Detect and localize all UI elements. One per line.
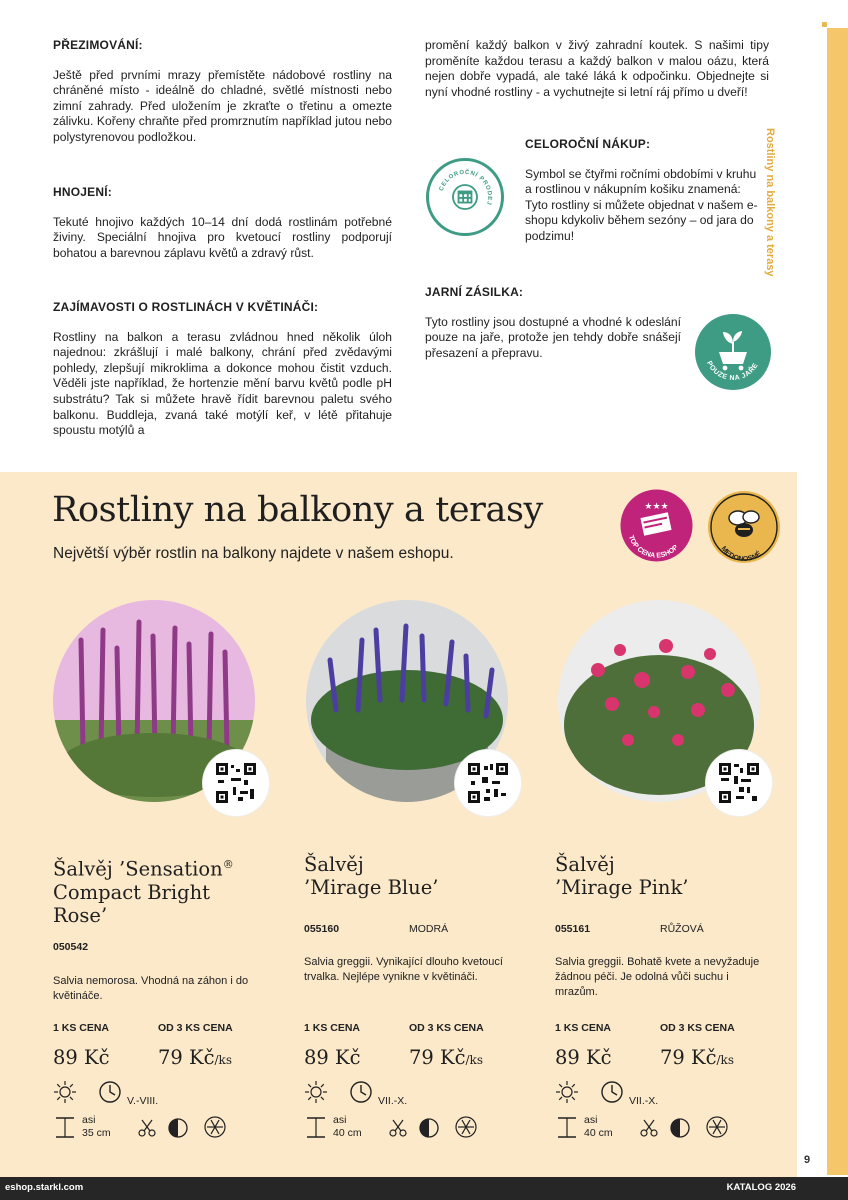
season-clock-icon-1 bbox=[98, 1080, 122, 1104]
price-single-2: 89 Kč bbox=[304, 1046, 361, 1069]
footer-catalog-label: KATALOG 2026 bbox=[726, 1182, 796, 1193]
frost-hardy-icon-2 bbox=[454, 1115, 478, 1139]
price-bulk-2: 79 Kč/ks bbox=[409, 1046, 483, 1069]
section-jarni bbox=[425, 285, 681, 361]
price-bulk-3: 79 Kč/ks bbox=[660, 1046, 734, 1069]
product-desc-3: Salvia greggii. Bohatě kvete a nevyžaduje žádnou péči. Je odolná vůči suchu i mrazům. bbox=[555, 956, 760, 998]
svg-text:★★★: ★★★ bbox=[644, 502, 669, 512]
season-3: VII.-X. bbox=[629, 1095, 659, 1107]
sun-icon-1 bbox=[53, 1080, 77, 1104]
side-tab-marker bbox=[822, 22, 827, 27]
spring-only-badge-icon bbox=[695, 314, 771, 390]
price-label-bulk-2: OD 3 KS CENA bbox=[409, 1022, 484, 1034]
price-label-single-2: 1 KS CENA bbox=[304, 1022, 361, 1034]
section-zajimavosti bbox=[53, 300, 392, 439]
product-color-2: MODRÁ bbox=[409, 923, 449, 935]
heading-jarni: JARNÍ ZÁSILKA: bbox=[425, 285, 524, 299]
honey-plant-badge-icon bbox=[707, 490, 781, 564]
price-label-single-1: 1 KS CENA bbox=[53, 1022, 110, 1034]
footer-eshop-link[interactable]: eshop.starkl.com bbox=[5, 1182, 84, 1193]
product-desc-2: Salvia greggii. Vynikající dlouho kvetoucí trvalka. Nejlépe vynikne v květináči. bbox=[304, 956, 503, 983]
pruning-scissors-icon-1 bbox=[137, 1118, 157, 1138]
section-intro bbox=[425, 38, 769, 100]
sun-icon-2 bbox=[304, 1080, 328, 1104]
pruning-scissors-icon-2 bbox=[388, 1118, 408, 1138]
height-1: asi 35 cm bbox=[82, 1114, 111, 1139]
product-name-3: Šalvěj ’Mirage Pink’ bbox=[555, 853, 689, 899]
text-intro: promění každý balkon v živý zahradní koutek. S našimi tipy proměníte každou terasu a každý balkon v malou oázu, která nejen dobře vypadá, ale také láká k odpočinku. Objednejte si nyní vhodné rostliny - a vychutnejte si letní ráj přímo u dveří! bbox=[425, 38, 769, 99]
section-prezimovani bbox=[53, 38, 392, 146]
plant-height-icon-1 bbox=[53, 1116, 77, 1140]
side-tab-strip bbox=[827, 28, 848, 1175]
height-3: asi 40 cm bbox=[584, 1114, 613, 1139]
section-hnojeni bbox=[53, 185, 392, 261]
frost-hardy-icon-3 bbox=[705, 1115, 729, 1139]
product-code-2: 055160 bbox=[304, 923, 340, 935]
partial-shade-icon-1 bbox=[167, 1117, 189, 1139]
partial-shade-icon-3 bbox=[669, 1117, 691, 1139]
section-celorocni bbox=[525, 137, 765, 245]
promo-title: Rostliny na balkony a terasy bbox=[52, 490, 543, 530]
heading-celorocni: CELOROČNÍ NÁKUP: bbox=[525, 137, 651, 151]
season-1: V.-VIII. bbox=[127, 1095, 159, 1107]
spring-only-badge-text: POUZE NA JAŘE bbox=[705, 360, 760, 383]
product-name-2: Šalvěj ’Mirage Blue’ bbox=[304, 853, 439, 899]
height-2: asi 40 cm bbox=[333, 1114, 362, 1139]
page-number: 9 bbox=[804, 1154, 811, 1166]
top-price-eshop-badge-icon bbox=[620, 489, 693, 562]
price-label-single-3: 1 KS CENA bbox=[555, 1022, 612, 1034]
price-label-bulk-3: OD 3 KS CENA bbox=[660, 1022, 735, 1034]
frost-hardy-icon-1 bbox=[203, 1115, 227, 1139]
heading-prezimovani: PŘEZIMOVÁNÍ: bbox=[53, 38, 143, 52]
plant-height-icon-2 bbox=[304, 1116, 328, 1140]
text-hnojeni: Tekuté hnojivo každých 10–14 dní dodá rostlinám potřebné živiny. Speciální hnojiva pro kvetoucí rostliny podporují bohatou a barevnou záplavu květů a zdravý růst. bbox=[53, 214, 392, 260]
sun-icon-3 bbox=[555, 1080, 579, 1104]
promo-section-background bbox=[0, 472, 797, 1177]
text-celorocni: Symbol se čtyřmi ročními obdobími v kruhu a rostlinou v nákupním košiku znamená: Tyto rostliny si můžete objednat v našem e-shopu kdykoliv během sezóny – od jara do podzimu! bbox=[525, 166, 758, 243]
season-clock-icon-2 bbox=[349, 1080, 373, 1104]
partial-shade-icon-2 bbox=[418, 1117, 440, 1139]
product-qr-code-2[interactable] bbox=[455, 750, 521, 816]
plant-height-icon-3 bbox=[555, 1116, 579, 1140]
product-color-3: RŮŽOVÁ bbox=[660, 923, 704, 935]
product-code-3: 055161 bbox=[555, 923, 591, 935]
season-clock-icon-3 bbox=[600, 1080, 624, 1104]
price-label-bulk-1: OD 3 KS CENA bbox=[158, 1022, 233, 1034]
product-qr-code-3[interactable] bbox=[706, 750, 772, 816]
heading-zajimavosti: ZAJÍMAVOSTI O ROSTLINÁCH V KVĚTINÁČI: bbox=[53, 300, 319, 314]
product-desc-1: Salvia nemorosa. Vhodná na záhon i do květináče. bbox=[53, 975, 249, 1002]
product-code-1: 050542 bbox=[53, 941, 89, 953]
price-single-3: 89 Kč bbox=[555, 1046, 612, 1069]
footer-bar bbox=[0, 1177, 848, 1200]
text-zajimavosti: Rostliny na balkon a terasu zvládnou hned několik úloh najednou: zkrášlují i malé balkony, chrání před zvědavými pohledy, zlepšují mikroklima a dokonce mohou čistit vzduch. Věděli jste například, že hortenzie mění barvu květů podle pH substrátu? Tak si můžete hravě řídit barevnou paletu svého balkonu. Buddleja, zvaná také motýlí keř, v létě přitahuje spoustu motýlů a bbox=[53, 329, 392, 438]
top-price-badge-text: TOP CENA ESHOP bbox=[626, 534, 680, 560]
product-qr-code-1[interactable] bbox=[203, 750, 269, 816]
heading-hnojeni: HNOJENÍ: bbox=[53, 185, 112, 199]
text-jarni: Tyto rostliny jsou dostupné a vhodné k odeslání pouze na jaře, protože jen tehdy dobře snášejí přesazení a přepravu. bbox=[425, 314, 681, 360]
price-single-1: 89 Kč bbox=[53, 1046, 110, 1069]
text-prezimovani: Ještě před prvními mrazy přemístěte nádobové rostliny na chráněné místo - ideálně do chladné, světlé místnosti nebo zimní zahrady. Před uložením je zkraťte o třetinu a omezte zálivku. Kořeny chraňte před promrznutím například jutou nebo polystyrenovou podložkou. bbox=[53, 67, 392, 144]
product-name-1: Šalvěj ’Sensation® Compact Bright Rose’ bbox=[53, 857, 234, 927]
season-2: VII.-X. bbox=[378, 1095, 408, 1107]
year-round-badge-icon bbox=[426, 158, 504, 236]
pruning-scissors-icon-3 bbox=[639, 1118, 659, 1138]
honey-plant-badge-text: MEDONOSNÉ bbox=[719, 545, 763, 564]
price-bulk-1: 79 Kč/ks bbox=[158, 1046, 232, 1069]
year-round-badge-text: CELOROČNÍ PRODEJ bbox=[438, 169, 493, 206]
promo-subtitle: Největší výběr rostlin na balkony najdete v našem eshopu. bbox=[53, 545, 454, 562]
side-section-label: Rostliny na balkony a terasy bbox=[764, 128, 776, 277]
